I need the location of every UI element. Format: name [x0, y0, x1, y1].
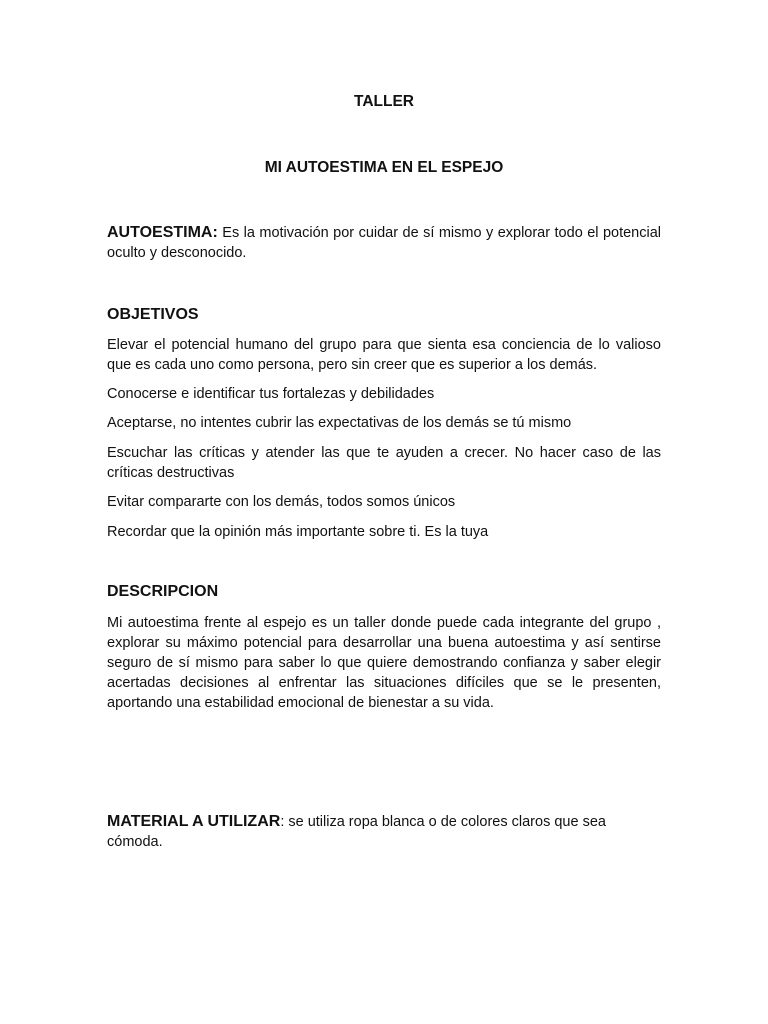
- autoestima-label: AUTOESTIMA:: [107, 224, 218, 241]
- descripcion-text: Mi autoestima frente al espejo es un taller donde puede cada integrante del grupo , explorar su máximo potencial para desarrollar una buena autoestima y así sentirse seguro de sí mismo para saber lo que quiere demostrando confianza y saber elegir acertadas decisiones al enfrentar las situaciones difíciles que se le presenten, aportando una estabilidad emocional de bienestar a su vida.: [107, 615, 661, 711]
- material-label: MATERIAL A UTILIZAR: [107, 813, 281, 830]
- material-text: : se utiliza ropa blanca o de colores claros que sea cómoda.: [107, 814, 606, 850]
- autoestima-text: Es la motivación por cuidar de sí mismo y explorar todo el potencial oculto y desconocido.: [107, 225, 661, 261]
- document-subtitle: MI AUTOESTIMA EN EL ESPEJO: [264, 159, 504, 176]
- objetivos-heading: OBJETIVOS: [107, 306, 199, 323]
- descripcion-heading: DESCRIPCION: [107, 583, 219, 600]
- objetivo-item: Escuchar las críticas y atender las que te ayuden a crecer. No hacer caso de las críticas destructivas: [107, 445, 661, 481]
- material-definition: [107, 812, 661, 852]
- autoestima-definition: [107, 223, 661, 263]
- objetivo-item: Aceptarse, no intentes cubrir las expectativas de los demás se tú mismo: [107, 415, 572, 431]
- objetivo-item: Conocerse e identificar tus fortalezas y debilidades: [107, 386, 435, 402]
- document-title: TALLER: [354, 93, 414, 110]
- objetivo-item: Recordar que la opinión más importante sobre ti. Es la tuya: [107, 524, 489, 540]
- objetivo-item: Evitar compararte con los demás, todos somos únicos: [107, 494, 456, 510]
- objetivo-item: Elevar el potencial humano del grupo para que sienta esa conciencia de lo valioso que es cada uno como persona, pero sin creer que es superior a los demás.: [107, 337, 661, 373]
